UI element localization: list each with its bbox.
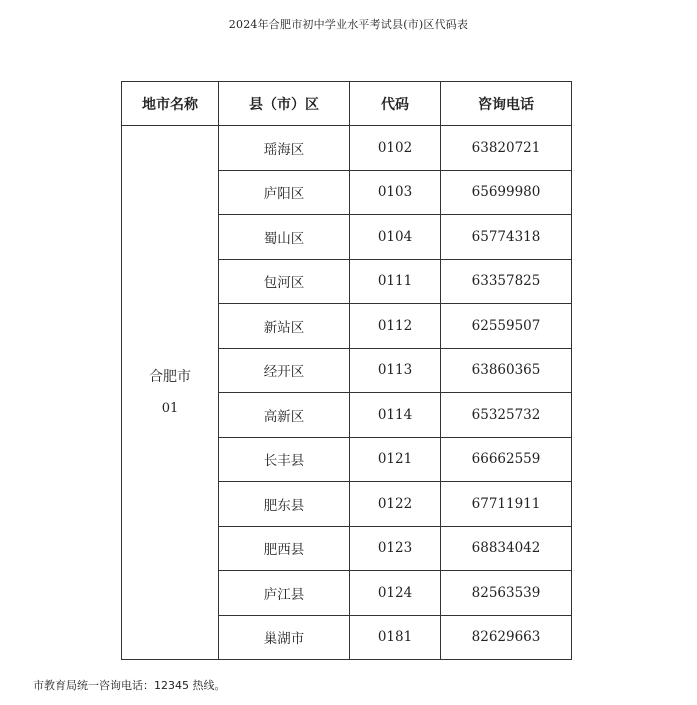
district-phone: 63357825	[441, 259, 572, 304]
city-name: 合肥市	[149, 368, 191, 385]
district-code-table	[121, 81, 572, 660]
district-code: 0121	[350, 437, 441, 482]
district-code: 0123	[350, 526, 441, 571]
district-phone: 82563539	[441, 571, 572, 616]
district-code: 0102	[350, 126, 441, 171]
district-code: 0114	[350, 393, 441, 438]
table-row	[122, 126, 572, 171]
district-phone: 65699980	[441, 170, 572, 215]
district-phone: 67711911	[441, 482, 572, 527]
district-name: 瑶海区	[219, 126, 350, 171]
district-phone: 65774318	[441, 215, 572, 260]
district-phone: 62559507	[441, 304, 572, 349]
header-phone: 咨询电话	[441, 82, 572, 126]
footnote: 市教育局统一咨询电话：12345 热线。	[33, 679, 226, 692]
district-phone: 63820721	[441, 126, 572, 171]
district-code: 0122	[350, 482, 441, 527]
table-header-row	[122, 82, 572, 126]
district-name: 包河区	[219, 259, 350, 304]
district-code: 0112	[350, 304, 441, 349]
district-name: 长丰县	[219, 437, 350, 482]
header-district: 县（市）区	[219, 82, 350, 126]
district-code: 0124	[350, 571, 441, 616]
district-name: 经开区	[219, 348, 350, 393]
district-name: 肥东县	[219, 482, 350, 527]
district-name: 高新区	[219, 393, 350, 438]
district-name: 肥西县	[219, 526, 350, 571]
district-phone: 82629663	[441, 615, 572, 660]
district-phone: 66662559	[441, 437, 572, 482]
district-code: 0104	[350, 215, 441, 260]
district-name: 蜀山区	[219, 215, 350, 260]
district-name: 庐阳区	[219, 170, 350, 215]
district-code: 0111	[350, 259, 441, 304]
page-title: 2024年合肥市初中学业水平考试县(市)区代码表	[228, 18, 469, 31]
header-code: 代码	[350, 82, 441, 126]
district-code: 0181	[350, 615, 441, 660]
district-phone: 63860365	[441, 348, 572, 393]
district-code: 0103	[350, 170, 441, 215]
city-cell	[122, 126, 219, 660]
district-code: 0113	[350, 348, 441, 393]
district-phone: 65325732	[441, 393, 572, 438]
district-name: 庐江县	[219, 571, 350, 616]
city-code: 01	[161, 400, 179, 416]
district-phone: 68834042	[441, 526, 572, 571]
district-name: 新站区	[219, 304, 350, 349]
header-city-name: 地市名称	[122, 82, 219, 126]
district-name: 巢湖市	[219, 615, 350, 660]
